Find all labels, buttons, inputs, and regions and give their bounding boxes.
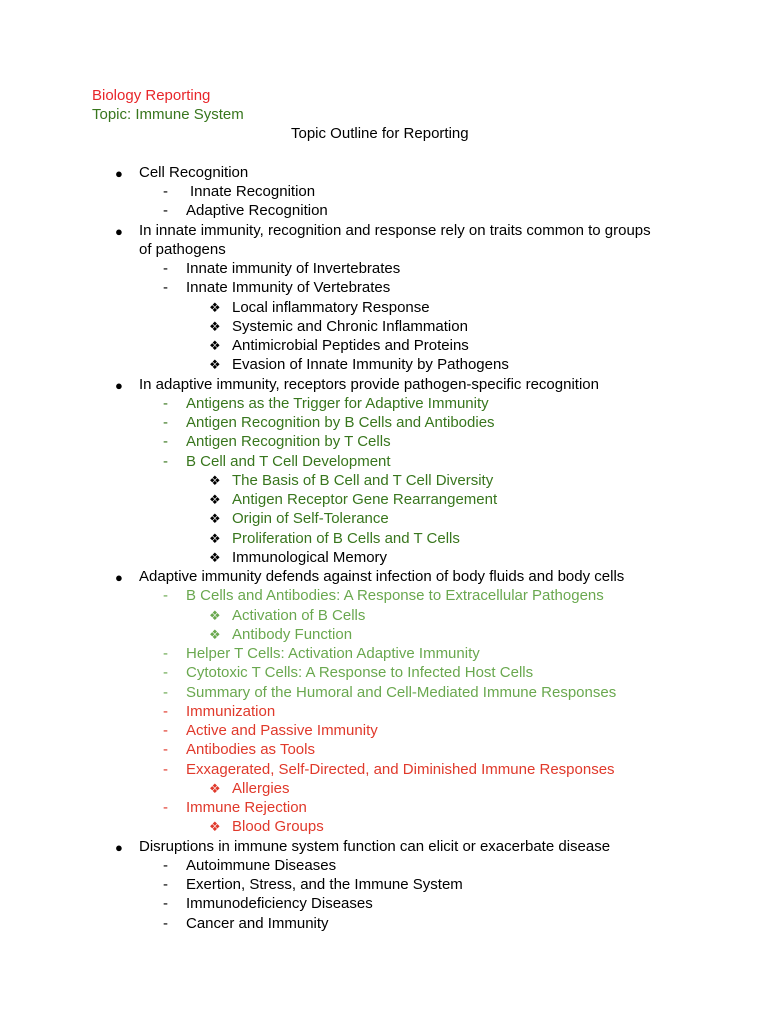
list-item: Exxagerated, Self-Directed, and Diminished Immune Responses — [186, 761, 615, 778]
sub-item: The Basis of B Cell and T Cell Diversity — [232, 472, 494, 489]
sub-item: Antibody Function — [232, 626, 353, 643]
list-item: Active and Passive Immunity — [186, 722, 378, 739]
diamond-marker: ❖ — [209, 531, 221, 546]
list-item: Antigen Recognition by T Cells — [186, 433, 391, 450]
diamond-marker: ❖ — [209, 492, 221, 507]
sub-item: Antimicrobial Peptides and Proteins — [232, 337, 469, 354]
diamond-marker: ❖ — [209, 781, 221, 796]
list-item: Summary of the Humoral and Cell-Mediated Immune Responses — [186, 684, 617, 701]
diamond-marker: ❖ — [209, 550, 221, 565]
dash-marker: - — [163, 741, 168, 758]
sub-item: Blood Groups — [232, 818, 324, 835]
topic-title: Topic: Immune System — [92, 106, 244, 123]
outline-title: Topic Outline for Reporting — [291, 125, 469, 142]
dash-marker: - — [163, 895, 168, 912]
bullet-marker: ● — [115, 166, 123, 181]
section-innate-immunity-cont: of pathogens — [139, 241, 226, 258]
bullet-marker: ● — [115, 378, 123, 393]
dash-marker: - — [163, 876, 168, 893]
list-item: Cytotoxic T Cells: A Response to Infected Host Cells — [186, 664, 534, 681]
list-item: Immune Rejection — [186, 799, 307, 816]
course-title: Biology Reporting — [92, 87, 211, 104]
diamond-marker: ❖ — [209, 357, 221, 372]
dash-marker: - — [163, 587, 168, 604]
dash-marker: - — [163, 857, 168, 874]
bullet-marker: ● — [115, 570, 123, 585]
sub-item: Evasion of Innate Immunity by Pathogens — [232, 356, 509, 373]
list-item: Immunization — [186, 703, 276, 720]
diamond-marker: ❖ — [209, 338, 221, 353]
dash-marker: - — [163, 761, 168, 778]
section-cell-recognition: Cell Recognition — [139, 164, 249, 181]
bullet-marker: ● — [115, 224, 123, 239]
sub-item: Antigen Receptor Gene Rearrangement — [232, 491, 498, 508]
list-item: B Cell and T Cell Development — [186, 453, 391, 470]
section-innate-immunity: In innate immunity, recognition and response rely on traits common to groups — [139, 222, 651, 239]
diamond-marker: ❖ — [209, 473, 221, 488]
section-adaptive-immunity: In adaptive immunity, receptors provide pathogen-specific recognition — [139, 376, 599, 393]
diamond-marker: ❖ — [209, 819, 221, 834]
dash-marker: - — [163, 703, 168, 720]
sub-item: Allergies — [232, 780, 290, 797]
list-item: Immunodeficiency Diseases — [186, 895, 373, 912]
dash-marker: - — [163, 722, 168, 739]
sub-item: Activation of B Cells — [232, 607, 366, 624]
dash-marker: - — [163, 664, 168, 681]
dash-marker: - — [163, 279, 168, 296]
diamond-marker: ❖ — [209, 319, 221, 334]
diamond-marker: ❖ — [209, 300, 221, 315]
dash-marker: - — [163, 414, 168, 431]
list-item: Helper T Cells: Activation Adaptive Immunity — [186, 645, 480, 662]
diamond-marker: ❖ — [209, 627, 221, 642]
dash-marker: - — [163, 395, 168, 412]
section-disruptions: Disruptions in immune system function can elicit or exacerbate disease — [139, 838, 611, 855]
list-item: Antibodies as Tools — [186, 741, 315, 758]
dash-marker: - — [163, 645, 168, 662]
list-item: Exertion, Stress, and the Immune System — [186, 876, 463, 893]
list-item: Adaptive Recognition — [186, 202, 328, 219]
list-item: Innate Immunity of Vertebrates — [186, 279, 391, 296]
dash-marker: - — [163, 183, 168, 200]
sub-item: Systemic and Chronic Inflammation — [232, 318, 468, 335]
dash-marker: - — [163, 684, 168, 701]
dash-marker: - — [163, 453, 168, 470]
sub-item: Origin of Self-Tolerance — [232, 510, 389, 527]
sub-item: Immunological Memory — [232, 549, 388, 566]
dash-marker: - — [163, 202, 168, 219]
diamond-marker: ❖ — [209, 608, 221, 623]
list-item: Innate Recognition — [190, 183, 316, 200]
bullet-marker: ● — [115, 840, 123, 855]
sub-item: Local inflammatory Response — [232, 299, 430, 316]
dash-marker: - — [163, 799, 168, 816]
list-item: Antigens as the Trigger for Adaptive Immunity — [186, 395, 489, 412]
dash-marker: - — [163, 260, 168, 277]
list-item: Cancer and Immunity — [186, 915, 329, 932]
dash-marker: - — [163, 915, 168, 932]
dash-marker: - — [163, 433, 168, 450]
section-adaptive-defense: Adaptive immunity defends against infection of body fluids and body cells — [139, 568, 625, 585]
list-item: Innate immunity of Invertebrates — [186, 260, 401, 277]
list-item: Autoimmune Diseases — [186, 857, 337, 874]
diamond-marker: ❖ — [209, 511, 221, 526]
list-item: B Cells and Antibodies: A Response to Extracellular Pathogens — [186, 587, 604, 604]
list-item: Antigen Recognition by B Cells and Antibodies — [186, 414, 495, 431]
sub-item: Proliferation of B Cells and T Cells — [232, 530, 460, 547]
